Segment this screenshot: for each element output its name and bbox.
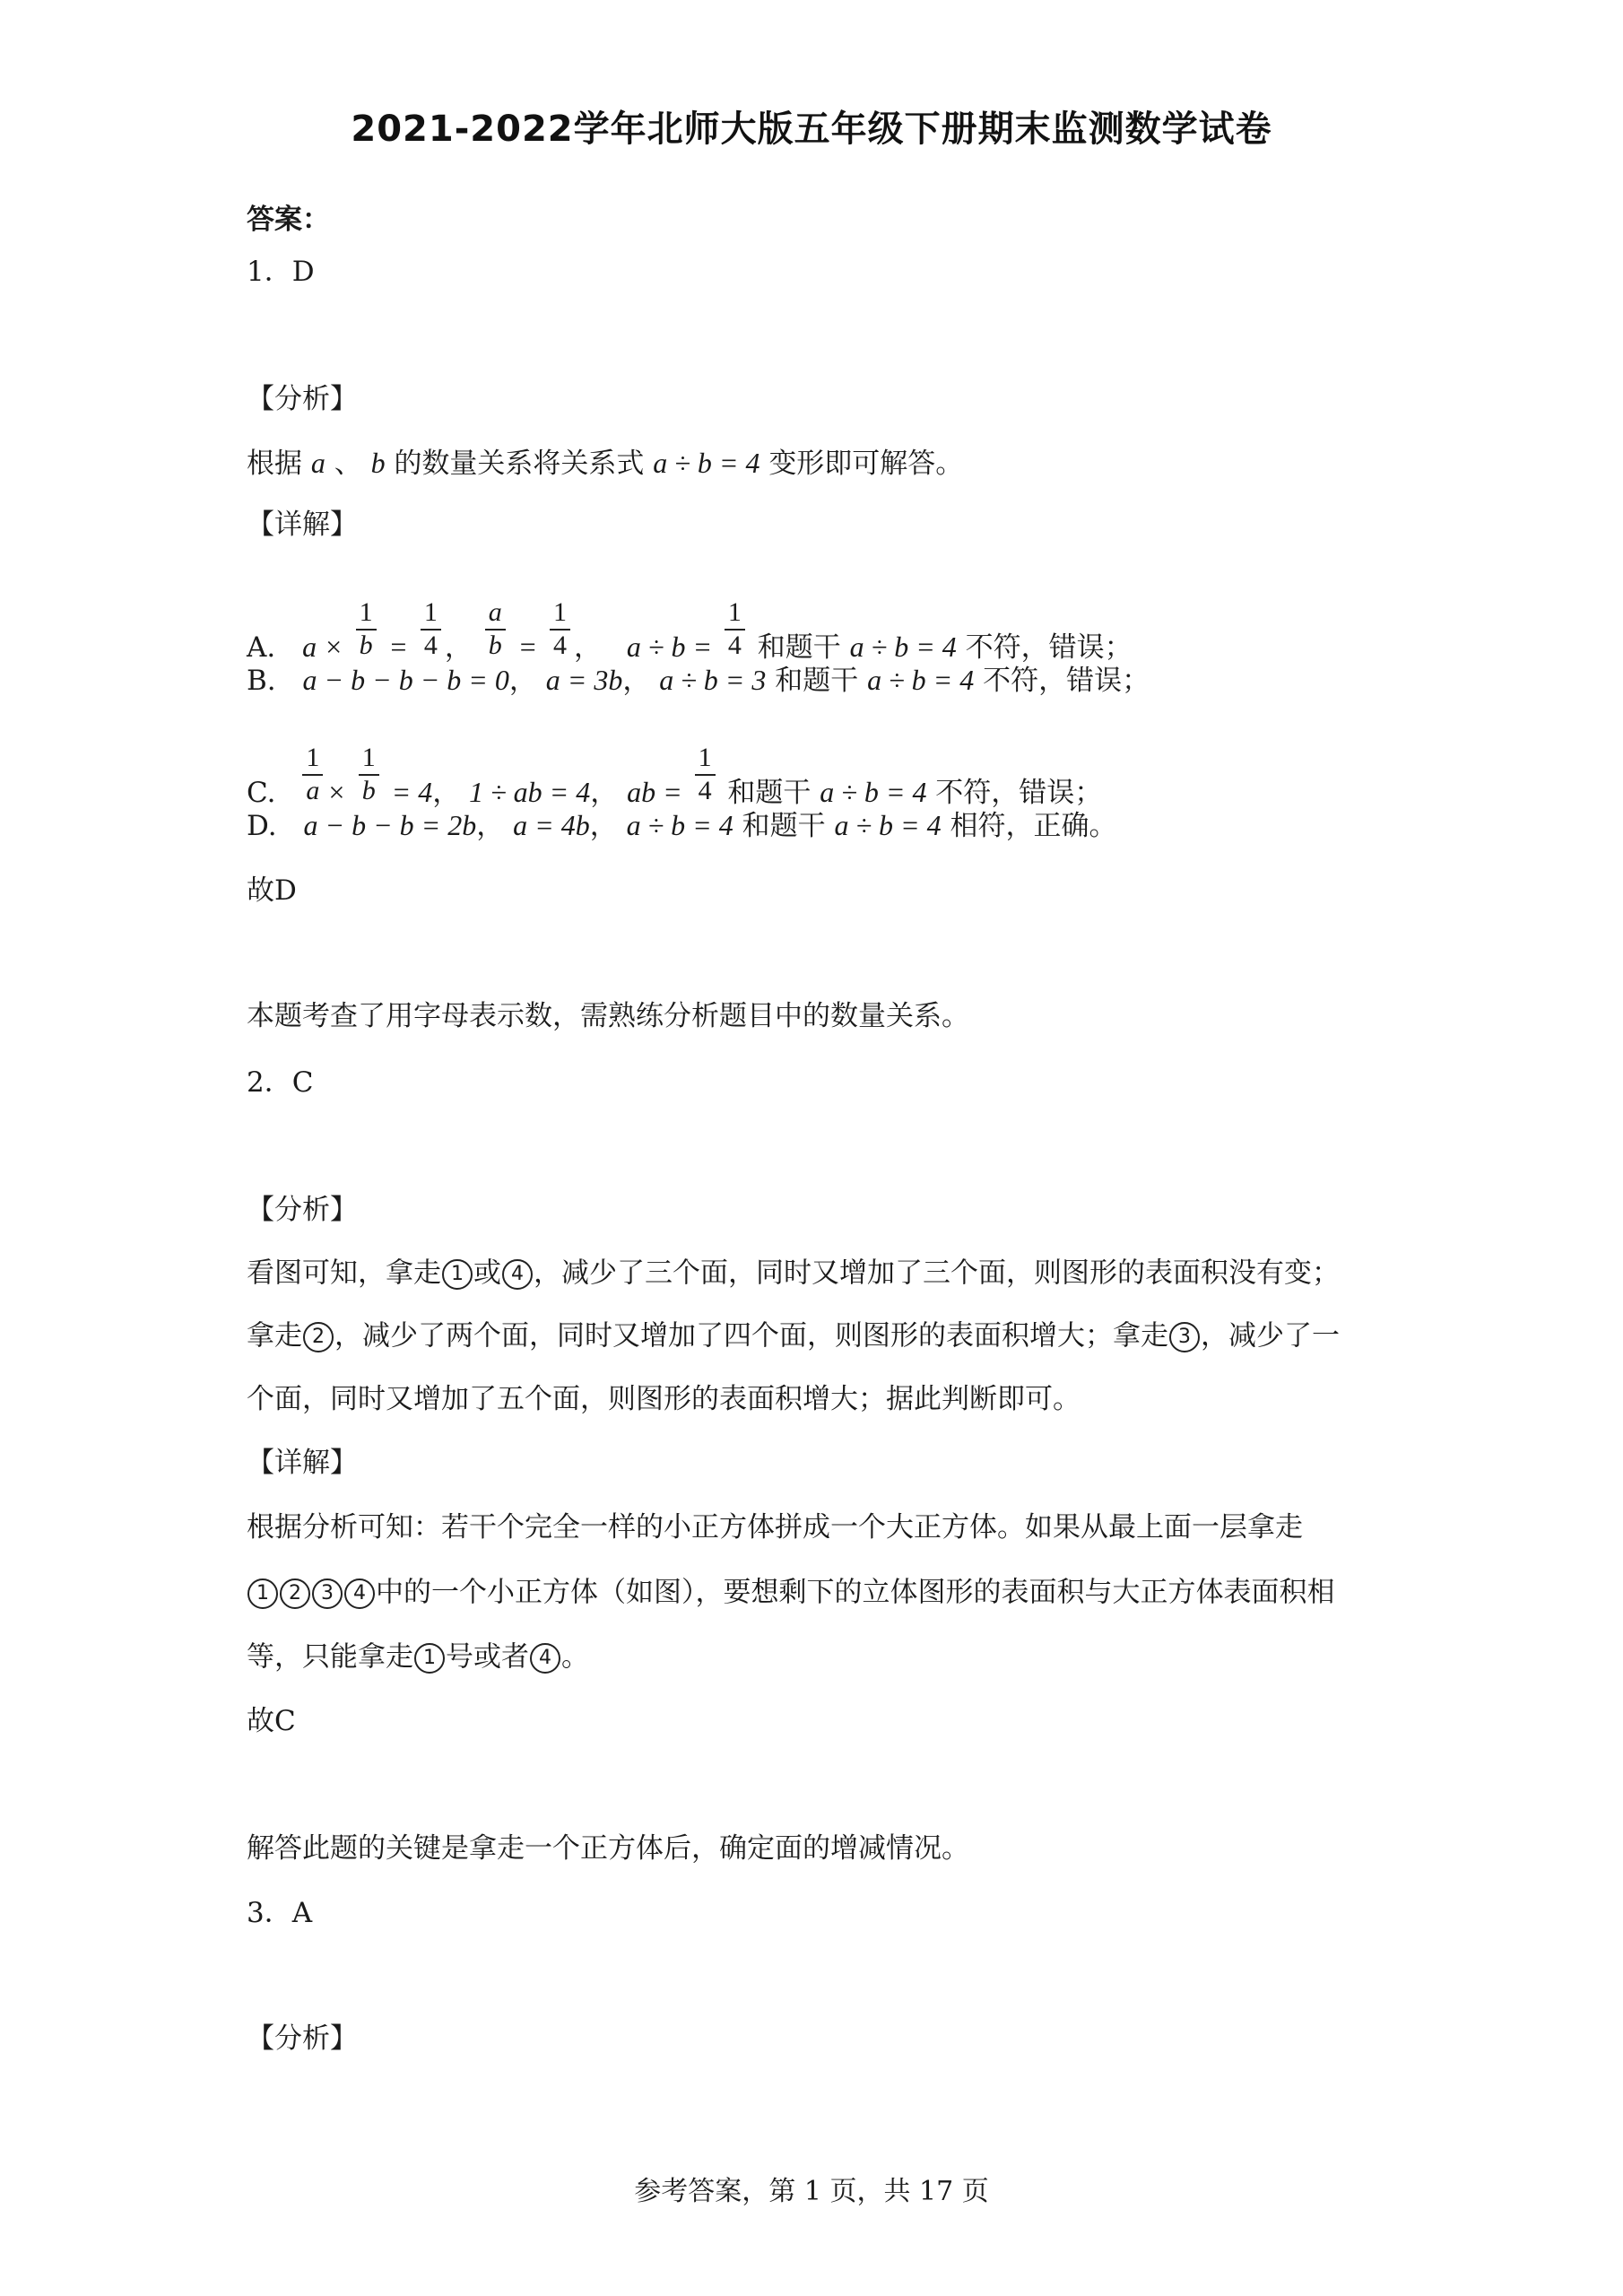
q2-analysis-line2: 拿走 2 ，减少了两个面，同时又增加了四个面，则图形的表面积增大；拿走 3 ，减少了一 xyxy=(247,1319,1340,1352)
q1-answer: 1．D xyxy=(247,256,315,288)
fraction: $\frac{a}{b}$ xyxy=(485,597,506,661)
circled-number: 2 xyxy=(280,1578,310,1609)
answers-label: 答案： xyxy=(247,204,330,236)
q2-analysis-line3: 个面，同时又增加了五个面，则图形的表面积增大；据此判断即可。 xyxy=(247,1383,1081,1415)
fraction: $\frac{1}{b}$ xyxy=(359,743,379,806)
fraction: $\frac{1}{4}$ xyxy=(725,597,745,661)
q1-comment: 本题考查了用字母表示数，需熟练分析题目中的数量关系。 xyxy=(247,1000,969,1032)
fraction: $\frac{1}{a}$ xyxy=(302,743,323,806)
page-footer: 参考答案，第 1 页，共 17 页 xyxy=(634,2176,989,2207)
page-title: 2021-2022学年北师大版五年级下册期末监测数学试卷 xyxy=(351,109,1272,150)
circled-number: 2 xyxy=(303,1322,334,1352)
q1-conclusion: 故D xyxy=(247,874,297,907)
circled-number: 4 xyxy=(344,1578,375,1609)
circled-number: 3 xyxy=(312,1578,343,1609)
circled-number: 4 xyxy=(530,1643,560,1674)
q2-analysis-line1: 看图可知，拿走 1 或 4 ，减少了三个面，同时又增加了三个面，则图形的表面积没有变； xyxy=(247,1257,1340,1290)
q1-detail-tag: 【详解】 xyxy=(247,509,358,541)
circled-number: 3 xyxy=(1169,1322,1200,1352)
q1-option-b: B. a − b − b − b = 0， a = 3b， a ÷ b = 3 和题干 a ÷ b = 4 不符，错误； xyxy=(247,664,1150,697)
circled-number: 1 xyxy=(442,1259,473,1290)
circled-number: 1 xyxy=(247,1578,278,1609)
fraction: $\frac{1}{4}$ xyxy=(550,597,570,661)
q3-analysis-tag: 【分析】 xyxy=(247,2022,358,2055)
q2-detail-line3: 等，只能拿走 1 号或者 4 。 xyxy=(247,1640,589,1674)
fraction: $\frac{1}{4}$ xyxy=(421,597,441,661)
fraction: $\frac{1}{4}$ xyxy=(695,743,716,806)
q3-answer: 3．A xyxy=(247,1897,313,1929)
q2-detail-line2: 1 2 3 4 中的一个小正方体（如图），要想剩下的立体图形的表面积与大正方体表面积相 xyxy=(247,1578,1335,1609)
q2-analysis-tag: 【分析】 xyxy=(247,1194,358,1226)
q1-option-c: C. $\frac{1}{a}$ × $\frac{1}{b}$ = 4， 1 ÷ ab = 4， ab = $\frac{1}{4}$ 和题干 a ÷ b = 4 不符，错误； xyxy=(247,743,1103,809)
q1-analysis-text: 根据 a 、 b 的数量关系将关系式 a ÷ b = 4 变形即可解答。 xyxy=(247,447,964,480)
q2-conclusion: 故C xyxy=(247,1705,296,1737)
q1-analysis-tag: 【分析】 xyxy=(247,383,358,415)
circled-number: 1 xyxy=(414,1643,445,1674)
q2-detail-tag: 【详解】 xyxy=(247,1447,358,1479)
q2-comment: 解答此题的关键是拿走一个正方体后，确定面的增减情况。 xyxy=(247,1832,969,1865)
q1-option-a: A. a × $\frac{1}{b}$ = $\frac{1}{4}$ ， $\frac{a}{b}$ = $\frac{1}{4}$ ， a ÷ b = $\frac{1}{4}$ 和题干 a ÷ b = 4 不符，错误； xyxy=(247,597,1133,664)
q2-answer: 2．C xyxy=(247,1066,314,1099)
circled-number: 4 xyxy=(502,1259,533,1290)
fraction: $\frac{1}{b}$ xyxy=(356,597,377,661)
q2-detail-line1: 根据分析可知：若干个完全一样的小正方体拼成一个大正方体。如果从最上面一层拿走 xyxy=(247,1511,1303,1544)
q1-option-d: D. a − b − b = 2b， a = 4b， a ÷ b = 4 和题干 a ÷ b = 4 相符，正确。 xyxy=(247,809,1117,842)
